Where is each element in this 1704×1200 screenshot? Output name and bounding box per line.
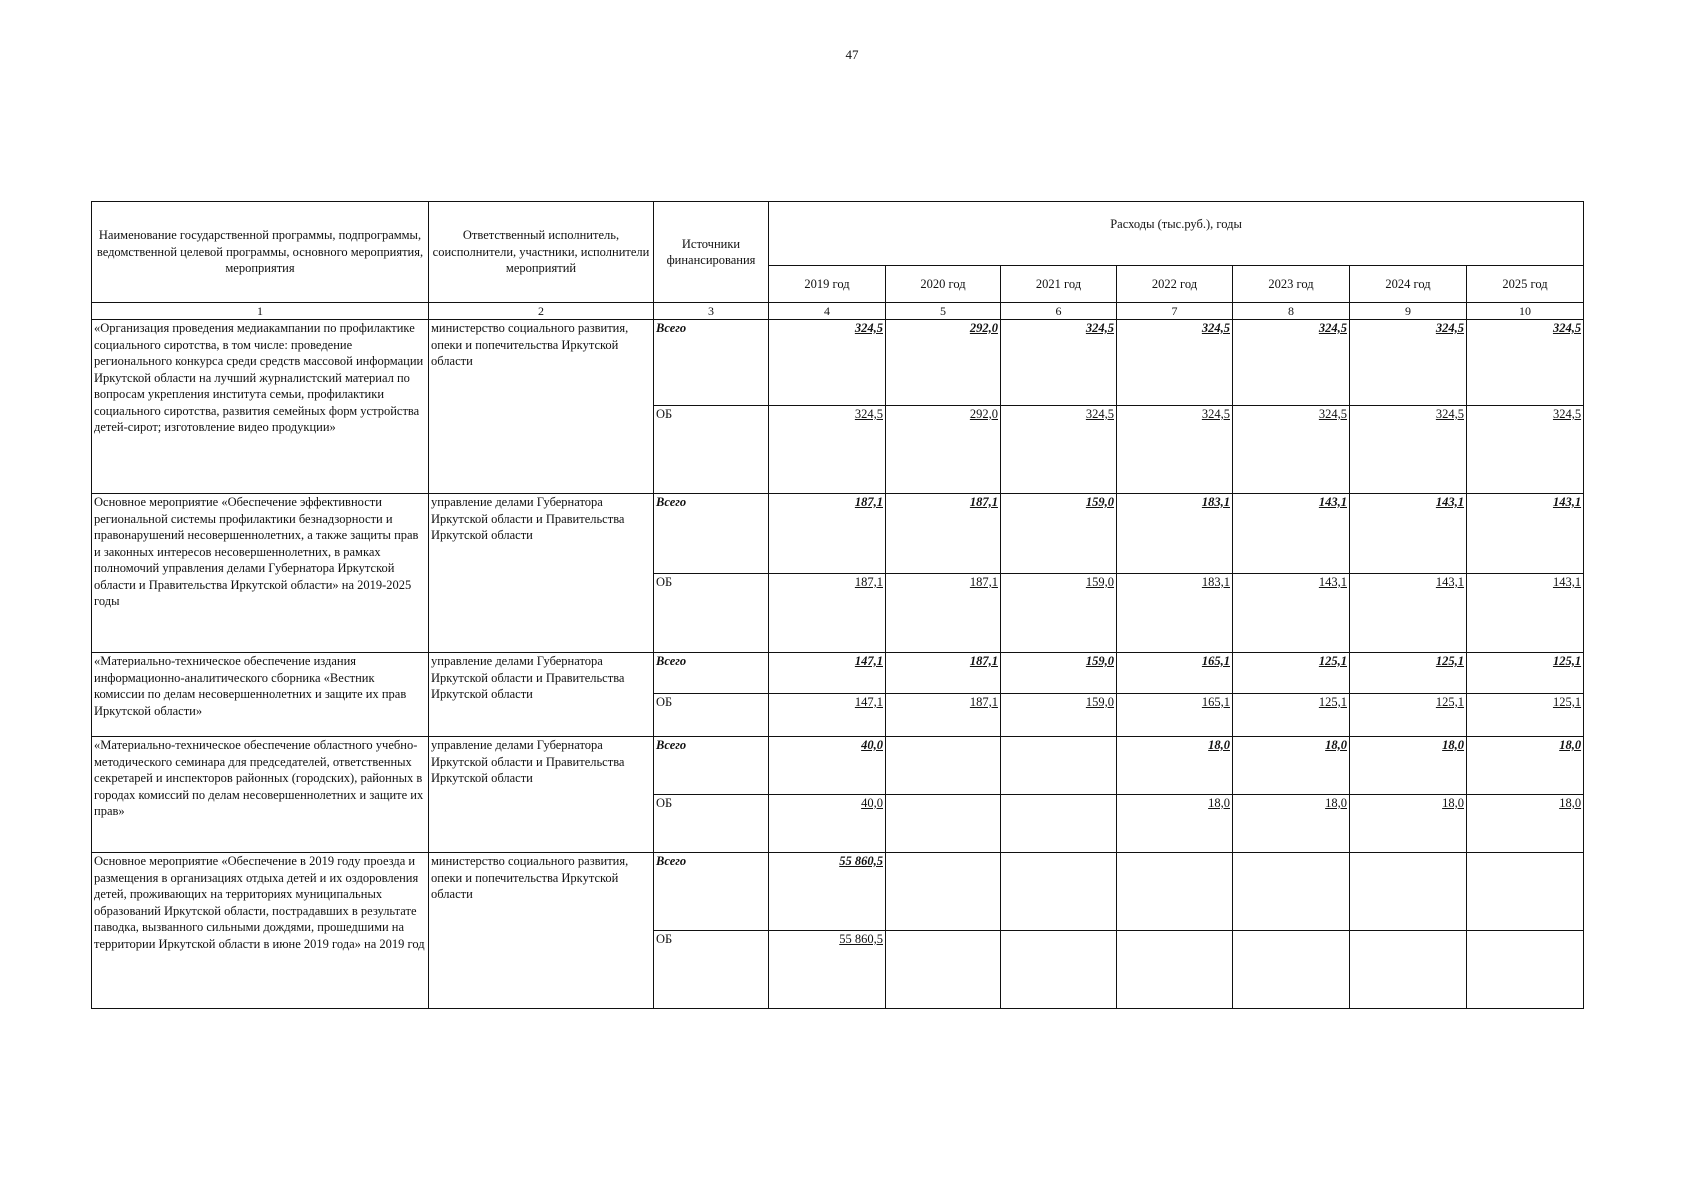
ob-value: 40,0 xyxy=(769,795,886,853)
total-value: 147,1 xyxy=(769,653,886,694)
column-number: 7 xyxy=(1117,303,1233,320)
ob-value xyxy=(1350,931,1467,1009)
ob-value: 324,5 xyxy=(1117,406,1233,494)
total-value: 165,1 xyxy=(1117,653,1233,694)
source-total-label: Всего xyxy=(654,320,769,406)
measure-total-row xyxy=(92,853,1584,931)
ob-value xyxy=(1467,931,1584,1009)
total-value: 125,1 xyxy=(1233,653,1350,694)
source-ob-label: ОБ xyxy=(654,406,769,494)
ob-value: 18,0 xyxy=(1233,795,1350,853)
ob-value: 324,5 xyxy=(769,406,886,494)
ob-value: 125,1 xyxy=(1467,694,1584,737)
total-value: 324,5 xyxy=(1001,320,1117,406)
measure-executor: управление делами Губернатора Иркутской области и Правительства Иркутской области xyxy=(429,494,654,653)
total-value: 324,5 xyxy=(1350,320,1467,406)
measure-name: «Материально-техническое обеспечение областного учебно-методического семинара для председателей, ответственных секретарей и инспекторов районных (городских), районных в городах комиссий по делам несовершеннолетних и защите их прав» xyxy=(92,737,429,853)
source-total-label: Всего xyxy=(654,494,769,574)
header-year: 2019 год xyxy=(769,266,886,303)
total-value: 159,0 xyxy=(1001,653,1117,694)
ob-value: 143,1 xyxy=(1467,574,1584,653)
ob-value: 187,1 xyxy=(769,574,886,653)
header-year: 2022 год xyxy=(1117,266,1233,303)
total-value: 18,0 xyxy=(1117,737,1233,795)
measure-executor: министерство социального развития, опеки и попечительства Иркутской области xyxy=(429,853,654,1009)
measure-name: «Материально-техническое обеспечение издания информационно-аналитического сборника «Вестник комиссии по делам несовершеннолетних и защите их прав Иркутской области» xyxy=(92,653,429,737)
header-name: Наименование государственной программы, подпрограммы, ведомственной целевой программы, основного мероприятия, мероприятия xyxy=(92,202,429,303)
ob-value: 324,5 xyxy=(1001,406,1117,494)
total-value: 187,1 xyxy=(886,653,1001,694)
total-value xyxy=(886,737,1001,795)
ob-value: 187,1 xyxy=(886,574,1001,653)
ob-value: 187,1 xyxy=(886,694,1001,737)
source-total-label: Всего xyxy=(654,853,769,931)
ob-value xyxy=(1001,931,1117,1009)
header-expenses: Расходы (тыс.руб.), годы xyxy=(769,202,1584,266)
total-value: 187,1 xyxy=(886,494,1001,574)
total-value xyxy=(1350,853,1467,931)
header-year: 2021 год xyxy=(1001,266,1117,303)
ob-value xyxy=(886,795,1001,853)
ob-value: 125,1 xyxy=(1233,694,1350,737)
header-year: 2024 год xyxy=(1350,266,1467,303)
total-value: 18,0 xyxy=(1467,737,1584,795)
ob-value: 183,1 xyxy=(1117,574,1233,653)
column-number: 3 xyxy=(654,303,769,320)
ob-value: 292,0 xyxy=(886,406,1001,494)
source-ob-label: ОБ xyxy=(654,795,769,853)
ob-value: 159,0 xyxy=(1001,694,1117,737)
header-executor: Ответственный исполнитель, соисполнители, участники, исполнители мероприятий xyxy=(429,202,654,303)
measure-total-row xyxy=(92,737,1584,795)
measure-name: Основное мероприятие «Обеспечение в 2019 году проезда и размещения в организациях отдыха детей и их оздоровления детей, проживающих на территориях муниципальных образований Иркутской области, пострадавших в результате паводка, вызванного сильными дождями, прошедшими на территории Иркутской области в июне 2019 года» на 2019 год xyxy=(92,853,429,1009)
total-value: 125,1 xyxy=(1350,653,1467,694)
ob-value: 324,5 xyxy=(1467,406,1584,494)
header-source: Источники финансирования xyxy=(654,202,769,303)
ob-value xyxy=(886,931,1001,1009)
ob-value: 324,5 xyxy=(1350,406,1467,494)
total-value: 159,0 xyxy=(1001,494,1117,574)
ob-value xyxy=(1233,931,1350,1009)
measure-executor: министерство социального развития, опеки и попечительства Иркутской области xyxy=(429,320,654,494)
column-number: 5 xyxy=(886,303,1001,320)
source-ob-label: ОБ xyxy=(654,694,769,737)
measure-executor: управление делами Губернатора Иркутской области и Правительства Иркутской области xyxy=(429,737,654,853)
total-value: 125,1 xyxy=(1467,653,1584,694)
ob-value xyxy=(1117,931,1233,1009)
ob-value: 143,1 xyxy=(1350,574,1467,653)
header-row xyxy=(92,202,1584,266)
total-value xyxy=(1001,853,1117,931)
column-number: 1 xyxy=(92,303,429,320)
header-year: 2025 год xyxy=(1467,266,1584,303)
ob-value: 324,5 xyxy=(1233,406,1350,494)
measure-name: «Организация проведения медиакампании по профилактике социального сиротства, в том числе: проведение регионального конкурса среди средств массовой информации Иркутской области на лучший журналистский материал по вопросам укрепления института семьи, профилактики социального сиротства, развития семейных форм устройства детей-сирот; изготовление видео продукции» xyxy=(92,320,429,494)
column-numbers-row xyxy=(92,303,1584,320)
total-value: 324,5 xyxy=(1117,320,1233,406)
source-ob-label: ОБ xyxy=(654,931,769,1009)
total-value: 55 860,5 xyxy=(769,853,886,931)
ob-value xyxy=(1001,795,1117,853)
measure-executor: управление делами Губернатора Иркутской области и Правительства Иркутской области xyxy=(429,653,654,737)
column-number: 9 xyxy=(1350,303,1467,320)
total-value xyxy=(1467,853,1584,931)
total-value xyxy=(1233,853,1350,931)
total-value: 324,5 xyxy=(769,320,886,406)
measure-total-row xyxy=(92,320,1584,406)
page-number: 47 xyxy=(845,47,859,62)
ob-value: 18,0 xyxy=(1350,795,1467,853)
header-year: 2023 год xyxy=(1233,266,1350,303)
ob-value: 147,1 xyxy=(769,694,886,737)
source-ob-label: ОБ xyxy=(654,574,769,653)
total-value xyxy=(1117,853,1233,931)
column-number: 8 xyxy=(1233,303,1350,320)
column-number: 4 xyxy=(769,303,886,320)
column-number: 2 xyxy=(429,303,654,320)
total-value: 143,1 xyxy=(1467,494,1584,574)
ob-value: 55 860,5 xyxy=(769,931,886,1009)
total-value: 18,0 xyxy=(1233,737,1350,795)
measure-total-row xyxy=(92,494,1584,574)
source-total-label: Всего xyxy=(654,737,769,795)
ob-value: 143,1 xyxy=(1233,574,1350,653)
total-value: 324,5 xyxy=(1467,320,1584,406)
column-number: 6 xyxy=(1001,303,1117,320)
measure-total-row xyxy=(92,653,1584,694)
header-year: 2020 год xyxy=(886,266,1001,303)
ob-value: 165,1 xyxy=(1117,694,1233,737)
total-value: 183,1 xyxy=(1117,494,1233,574)
total-value: 324,5 xyxy=(1233,320,1350,406)
total-value xyxy=(1001,737,1117,795)
total-value: 18,0 xyxy=(1350,737,1467,795)
total-value: 40,0 xyxy=(769,737,886,795)
source-total-label: Всего xyxy=(654,653,769,694)
column-number: 10 xyxy=(1467,303,1584,320)
ob-value: 159,0 xyxy=(1001,574,1117,653)
total-value xyxy=(886,853,1001,931)
ob-value: 18,0 xyxy=(1467,795,1584,853)
total-value: 143,1 xyxy=(1233,494,1350,574)
ob-value: 125,1 xyxy=(1350,694,1467,737)
ob-value: 18,0 xyxy=(1117,795,1233,853)
total-value: 292,0 xyxy=(886,320,1001,406)
measure-name: Основное мероприятие «Обеспечение эффективности региональной системы профилактики безнадзорности и правонарушений несовершеннолетних, а также защиты прав и законных интересов несовершеннолетних, в рамках полномочий управления делами Губернатора Иркутской области и Правительства Иркутской области» на 2019-2025 годы xyxy=(92,494,429,653)
total-value: 187,1 xyxy=(769,494,886,574)
expenses-table xyxy=(91,201,1584,1009)
total-value: 143,1 xyxy=(1350,494,1467,574)
